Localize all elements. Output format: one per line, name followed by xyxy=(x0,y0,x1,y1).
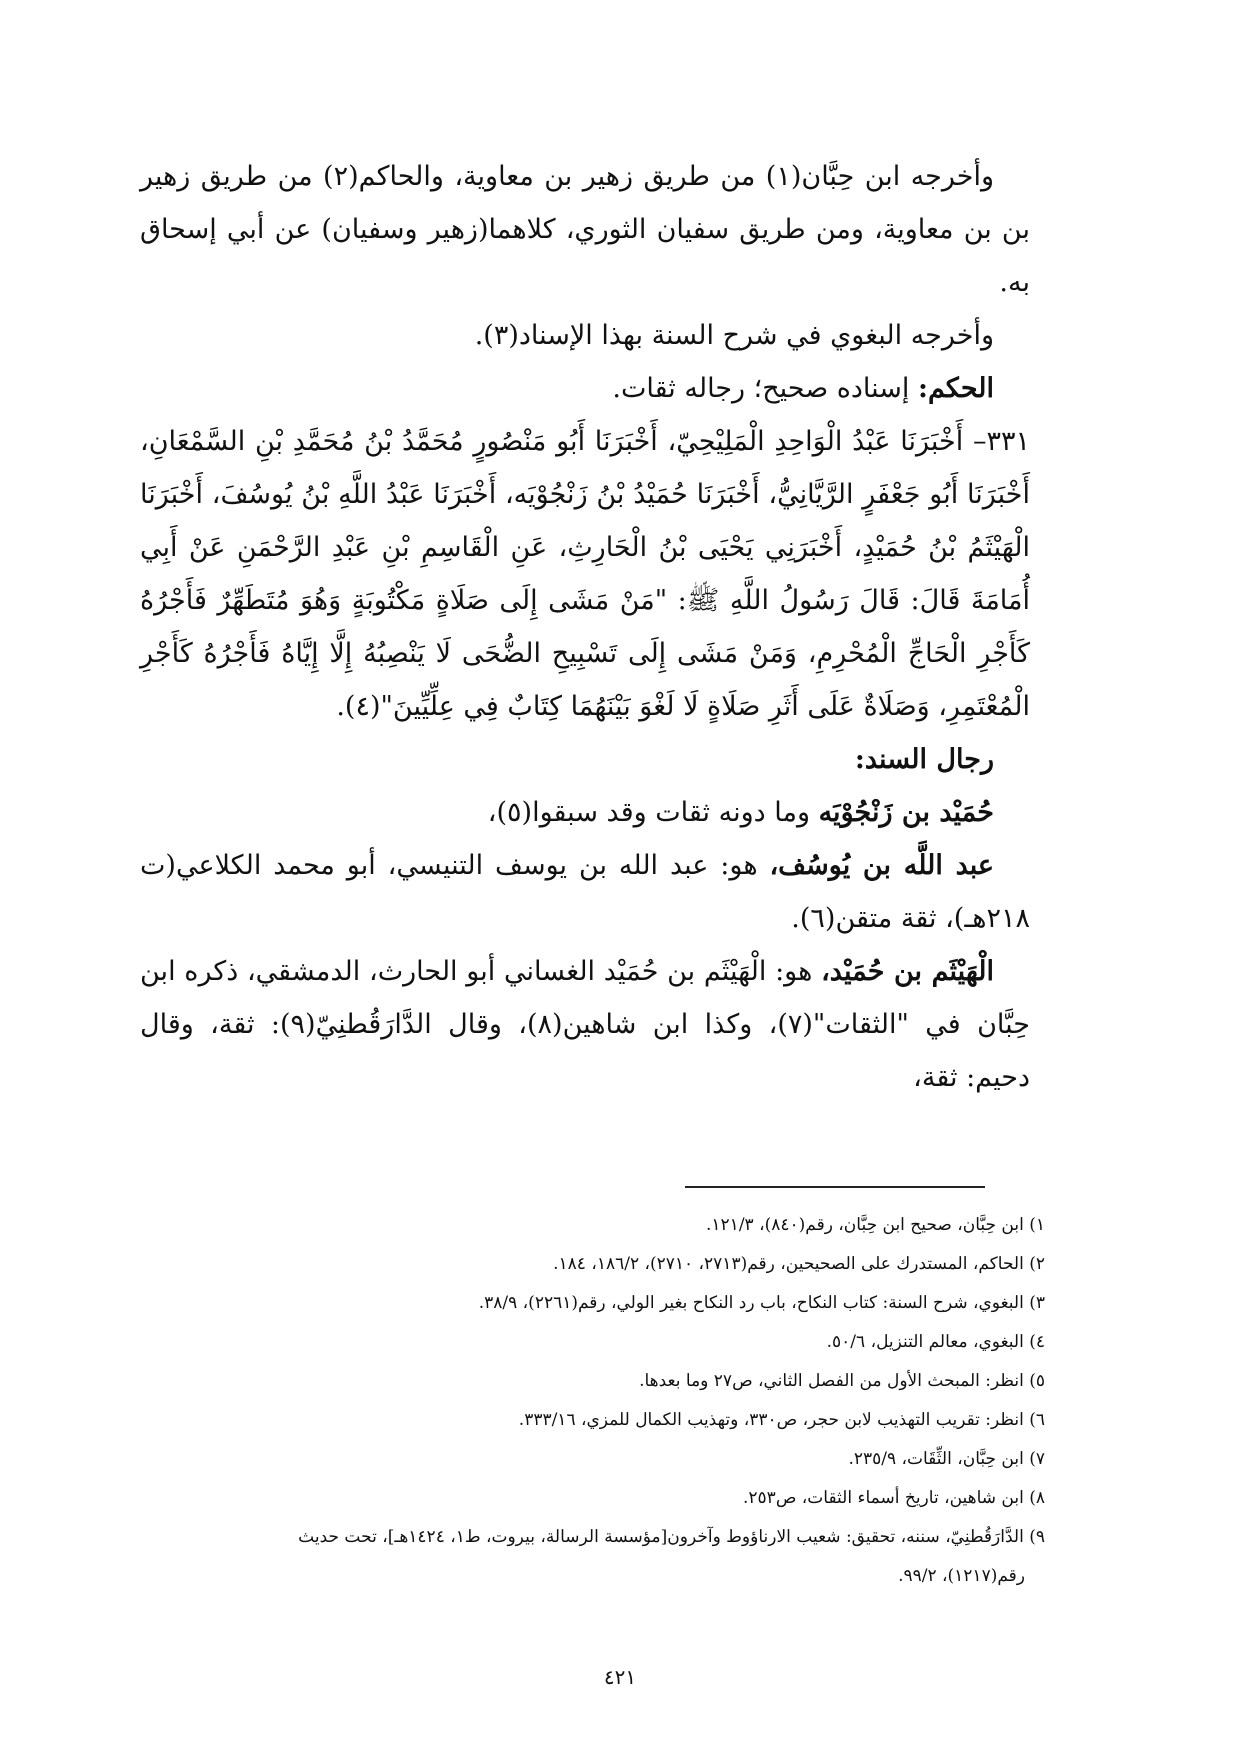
main-text xyxy=(140,150,1030,1104)
hukm-label: الحكم: xyxy=(917,373,994,404)
footnote: ٧) ابن حِبَّان، الثِّقَات، ٢٣٥/٩. xyxy=(848,1449,1045,1469)
rijal-heading: رجال السند: xyxy=(854,744,994,775)
narrator-name: الْهَيْثَم بن حُمَيْد، xyxy=(821,956,995,987)
footnote-continuation: رقم(١٢١٧)، ٩٩/٢. xyxy=(898,1566,1025,1586)
narrator-name: عبد اللَّه بن يُوسُف، xyxy=(769,850,994,881)
footnote: ٣) البغوي، شرح السنة: كتاب النكاح، باب رد النكاح بغير الولي، رقم(٢٢٦١)، ٣٨/٩. xyxy=(478,1293,1045,1313)
hadith-331 xyxy=(140,415,1030,733)
narrator-text: هو: الْهَيْثَم بن حُمَيْد الغساني أبو الحارث، الدمشقي، ذكره ابن حِبَّان في "الثقات"(٧)، وكذا ابن شاهين(٨)، وقال الدَّارَقُطنِيّ(٩): ثقة، وقال دحيم: ثقة، xyxy=(140,956,1030,1093)
footnotes xyxy=(150,1206,1045,1596)
footnote: ٦) انظر: تقريب التهذيب لابن حجر، ص٣٣٠، وتهذيب الكمال للمزي، ٣٣٣/١٦. xyxy=(518,1410,1045,1430)
narrator-name: حُمَيْد بن زَنْجُوْيَه xyxy=(818,797,994,828)
narrator-abdullah xyxy=(140,839,1030,945)
narrator-haytham xyxy=(140,945,1030,1104)
footnote: ٤) البغوي، معالم التنزيل، ٥٠/٦. xyxy=(826,1332,1045,1352)
narrator-text: وما دونه ثقات وقد سبقوا(٥)، xyxy=(487,797,819,828)
footnote: ٢) الحاكم، المستدرك على الصحيحين، رقم(٢٧١٣، ٢٧١٠)، ١٨٦/٢، ١٨٤. xyxy=(553,1254,1045,1274)
hadith-text: أَخْبَرَنَا عَبْدُ الْوَاحِدِ الْمَلِيْحِيّ، أَخْبَرَنَا أَبُو مَنْصُورٍ مُحَمَّدُ بْنُ مُحَمَّدِ بْنِ السَّمْعَانِ، أَخْبَرَنَا أَبُو جَعْفَرٍ الرَّيَّانِيُّ، أَخْبَرَنَا حُمَيْدُ بْنُ زَنْجُوْيَه، أَخْبَرَنَا عَبْدُ اللَّهِ بْنُ يُوسُفَ، أَخْبَرَنَا الْهَيْثَمُ بْنُ حُمَيْدٍ، أَخْبَرَنِي يَحْيَى بْنُ الْحَارِثِ، عَنِ الْقَاسِمِ بْنِ عَبْدِ الرَّحْمَنِ عَنْ أَبِي أُمَامَةَ قَالَ: قَالَ رَسُولُ اللَّهِ ﷺ: "مَنْ مَشَى إِلَى صَلَاةٍ مَكْتُوبَةٍ وَهُوَ مُتَطَهِّرٌ فَأَجْرُهُ كَأَجْرِ الْحَاجِّ الْمُحْرِمِ، وَمَنْ مَشَى إِلَى تَسْبِيحِ الضُّحَى لَا يَنْصِبُهُ إِلَّا إِيَّاهُ فَأَجْرُهُ كَأَجْرِ الْمُعْتَمِرِ، وَصَلَاةٌ عَلَى أَثَرِ صَلَاةٍ لَا لَغْوَ بَيْنَهُمَا كِتَابٌ فِي عِلِّيِّينَ"(٤). xyxy=(140,426,1030,722)
narrator-humayd xyxy=(140,786,1030,839)
hukm-text: إسناده صحيح؛ رجاله ثقات. xyxy=(612,373,918,404)
page-number: ٤٢١ xyxy=(603,1665,637,1689)
paragraph-takhrij: وأخرجه ابن حِبَّان(١) من طريق زهير بن معاوية، والحاكم(٢) من طريق زهير بن بن معاوية، ومن طريق سفيان الثوري، كلاهما(زهير وسفيان) عن أبي إسحاق به. xyxy=(140,161,1030,298)
footnote: ٥) انظر: المبحث الأول من الفصل الثاني، ص٢٧ وما بعدها. xyxy=(639,1371,1045,1391)
hadith-number: ٣٣١– xyxy=(972,426,1030,457)
narrator-text: هو: عبد الله بن يوسف التنيسي، أبو محمد الكلاعي(ت ٢١٨هـ)، ثقة متقن(٦). xyxy=(140,850,1030,934)
footnote: ٩) الدَّارَقُطنِيّ، سننه، تحقيق: شعيب الارناؤوط وآخرون[مؤسسة الرسالة، بيروت، ط١، ١٤٢٤هـ]، تحت حديث xyxy=(298,1527,1045,1547)
footnote: ٨) ابن شاهين، تاريخ أسماء الثقات، ص٢٥٣. xyxy=(743,1488,1045,1508)
paragraph-hukm xyxy=(140,362,1030,415)
footnote: ١) ابن حِبَّان، صحيح ابن حِبَّان، رقم(٨٤٠)، ١٢١/٣. xyxy=(706,1215,1045,1235)
paragraph-baghawi: وأخرجه البغوي في شرح السنة بهذا الإسناد(٣). xyxy=(474,320,994,351)
footnote-separator xyxy=(685,1186,985,1188)
